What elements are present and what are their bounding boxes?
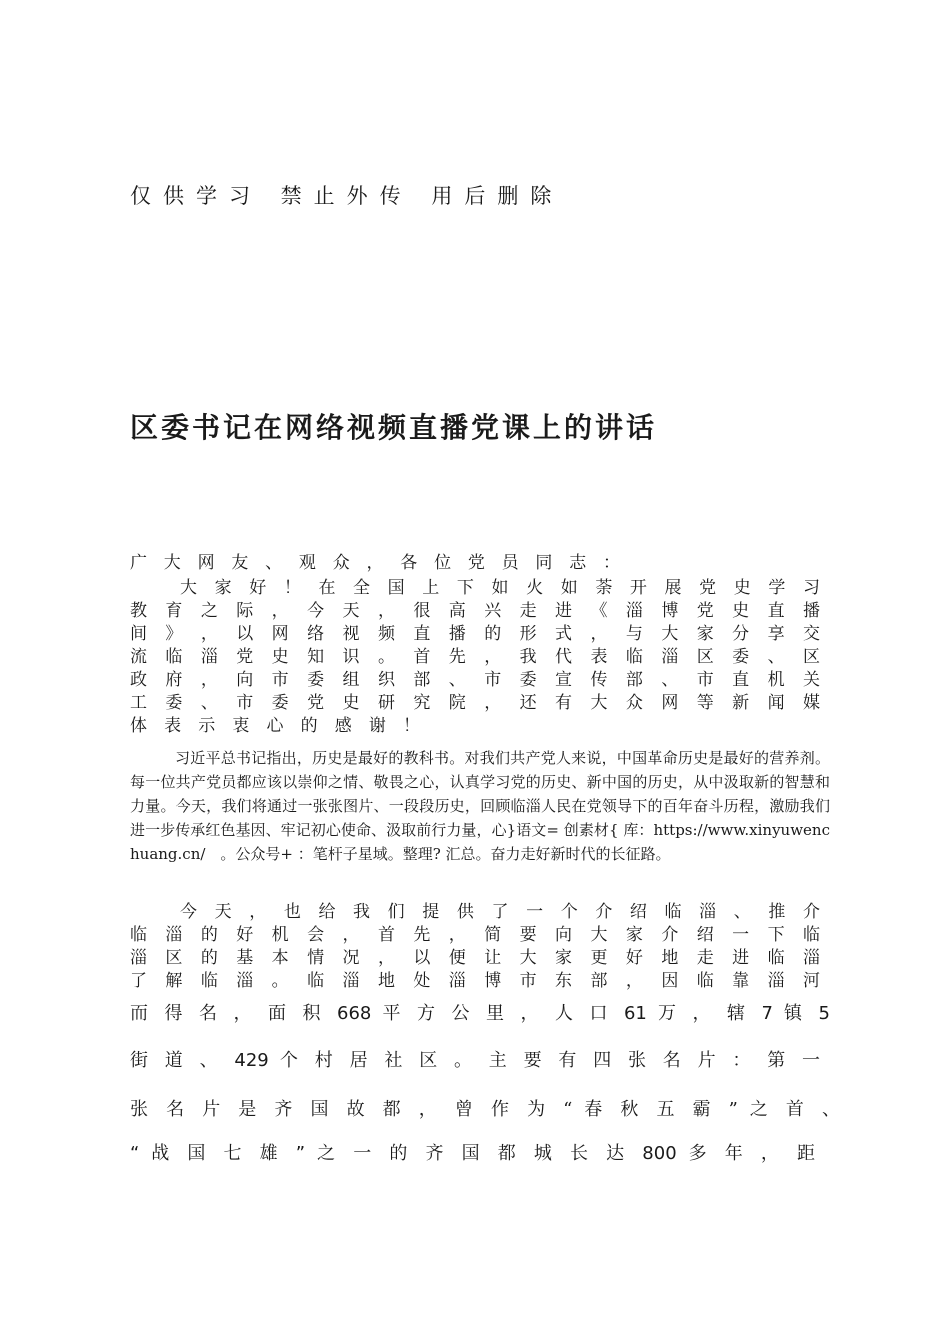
para1-line: 流 临 淄 党 史 知 识 。 首 先 ， 我 代 表 临 淄 区 委 、 区: [130, 647, 820, 667]
confidentiality-notice: 仅供学习 禁止外传 用后删除: [130, 184, 564, 208]
para3-line: 临 淄 的 好 机 会 ， 首 先 ， 简 要 向 大 家 介 绍 一 下 临: [130, 925, 820, 945]
para1-line: 大 家 好 ！ 在 全 国 上 下 如 火 如 荼 开 展 党 史 学 习: [180, 578, 820, 598]
para3-line: “ 战 国 七 雄 ” 之 一 的 齐 国 都 城 长 达 800 多 年 ， 距: [130, 1143, 815, 1164]
para1-line: 政 府 ， 向 市 委 组 织 部 、 市 委 宣 传 部 、 市 直 机 关: [130, 670, 820, 690]
para1-line: 体 表 示 衷 心 的 感 谢 ！: [130, 716, 420, 736]
para1-line: 工 委 、 市 委 党 史 研 究 院 ， 还 有 大 众 网 等 新 闻 媒: [130, 693, 820, 713]
para1-line: 教 育 之 际 ， 今 天 ， 很 高 兴 走 进 《 淄 博 党 史 直 播: [130, 601, 820, 621]
greeting-line: 广 大 网 友 、 观 众 ， 各 位 党 员 同 志 ：: [130, 553, 620, 573]
para3-line: 淄 区 的 基 本 情 况 ， 以 便 让 大 家 更 好 地 走 进 临 淄: [130, 948, 820, 968]
para3-line: 了 解 临 淄 。 临 淄 地 处 淄 博 市 东 部 ， 因 临 靠 淄 河: [130, 971, 820, 991]
para3-line: 今 天 ， 也 给 我 们 提 供 了 一 个 介 绍 临 淄 、 推 介: [180, 902, 820, 922]
body-paragraph: 习近平总书记指出，历史是最好的教科书。对我们共产党人来说，中国革命历史是最好的营养剂。每一位共产党员都应该以崇仰之情、敬畏之心，认真学习党的历史、新中国的历史，从中汲取新的智慧和力量。今天，我们将通过一张张图片、一段段历史，回顾临淄人民在党领导下的百年奋斗历程，激励我们进一步传承红色基因、牢记初心使命、汲取前行力量，心}语文= 创素材{ 库：https://www.xinyuwenchuang.cn/ 。公众号+ ：笔杆子星域。整理? 汇总。奋力走好新时代的长征路。: [130, 749, 830, 863]
para3-line: 街 道 、 429 个 村 居 社 区 。 主 要 有 四 张 名 片 ： 第 一: [130, 1050, 820, 1071]
document-title: 区委书记在网络视频直播党课上的讲话: [130, 411, 658, 444]
para3-line: 张 名 片 是 齐 国 故 都 ， 曾 作 为 “ 春 秋 五 霸 ” 之 首 、: [130, 1099, 840, 1120]
para3-line: 而 得 名 ， 面 积 668 平 方 公 里 ， 人 口 61 万 ， 辖 7 镇 5: [130, 1003, 830, 1024]
para1-line: 间 》 ， 以 网 络 视 频 直 播 的 形 式 ， 与 大 家 分 享 交: [130, 624, 820, 644]
